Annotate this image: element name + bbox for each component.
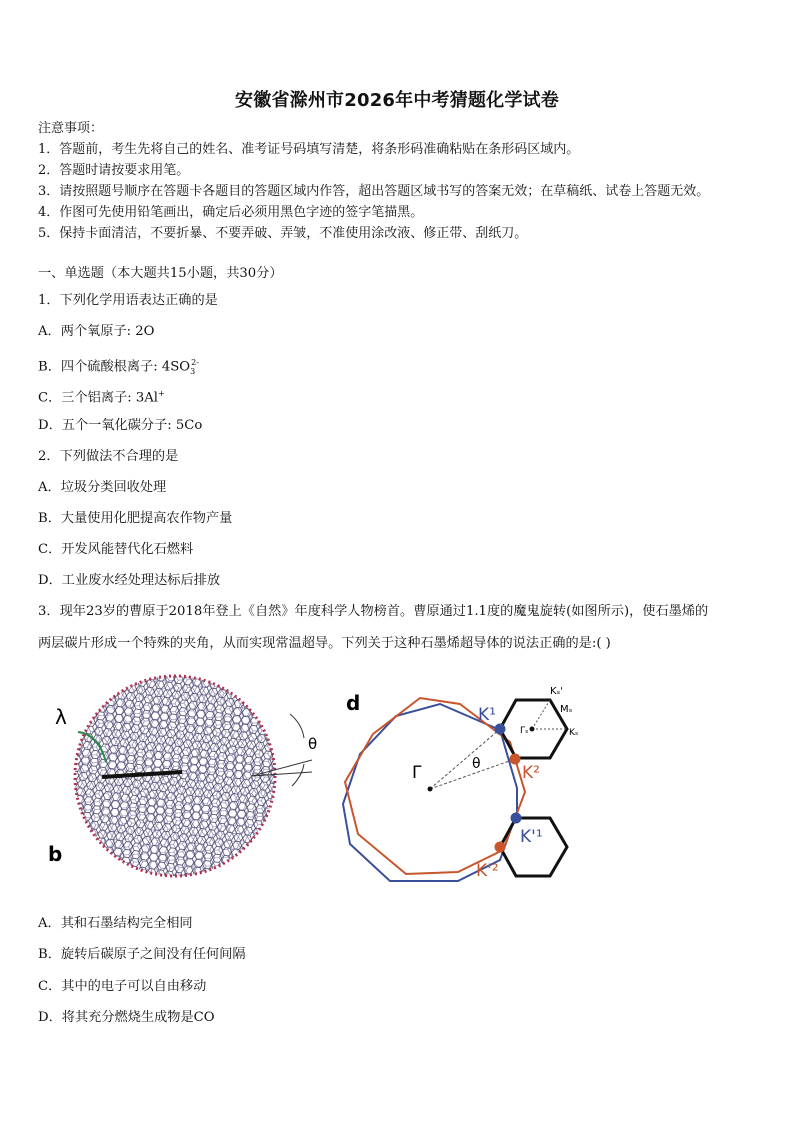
k2-prime-label: K'² — [476, 861, 499, 881]
moire-graphene-figure — [40, 664, 760, 894]
panel-b-label: b — [48, 842, 63, 866]
k1-prime-point — [511, 813, 522, 824]
question-1-option-d: D．五个一氧化碳分子: 5Co — [38, 418, 203, 433]
graphene-disc — [48, 674, 317, 884]
notice-item: 3．请按照题号顺序在答题卡各题目的答题区域内作答，超出答题区域书写的答案无效；在草稿纸、试卷上答题无效。 — [38, 184, 710, 199]
k1-prime-label: K'¹ — [520, 827, 543, 847]
theta-label: θ — [308, 735, 318, 753]
k2-point — [510, 754, 521, 765]
notice-heading: 注意事项： — [38, 121, 104, 136]
notice-item: 5．保持卡面清洁，不要折暴、不要弄破、弄皱，不准使用涂改液、修正带、刮纸刀。 — [38, 226, 528, 241]
notice-item: 1．答题前，考生先将自己的姓名、准考证号码填写清楚，将条形码准确粘贴在条形码区域内。 — [38, 142, 580, 157]
k2-label: K² — [522, 763, 540, 783]
question-2-option-a: A．垃圾分类回收处理 — [38, 480, 167, 495]
gamma-s-label: Γₛ — [520, 726, 529, 736]
question-2-option-d: D．工业废水经处理达标后排放 — [38, 573, 221, 588]
question-3-option-a: A．其和石墨结构完全相同 — [38, 916, 193, 931]
section-heading: 一、单选题（本大题共15小题，共30分） — [38, 266, 283, 281]
question-1-stem: 1．下列化学用语表达正确的是 — [38, 293, 218, 308]
ks-prime-label: Kₛ' — [550, 686, 564, 697]
question-3-stem-line1: 3．现年23岁的曹原于2018年登上《自然》年度科学人物榜首。曹原通过1.1度的魔鬼旋转(如图所示)，使石墨烯的 — [38, 604, 709, 619]
question-2-option-c: C．开发风能替代化石燃料 — [38, 542, 194, 557]
notice-item: 2．答题时请按要求用笔。 — [38, 163, 190, 178]
page-title: 安徽省滁州市2026年中考猜题化学试卷 — [235, 90, 559, 111]
brillouin-zone-diagram — [343, 686, 578, 881]
gamma-label: Γ — [412, 763, 422, 783]
panel-d-label: d — [346, 691, 361, 715]
question-2-option-b: B．大量使用化肥提高农作物产量 — [38, 511, 233, 526]
question-1-option-a: A．两个氧原子: 2O — [38, 324, 155, 339]
k2-prime-point — [495, 842, 506, 853]
k1-label: K¹ — [478, 705, 496, 725]
k1-point — [495, 724, 506, 735]
question-3-figure — [40, 664, 760, 894]
lambda-label: λ — [55, 705, 67, 729]
question-3-stem-line2: 两层碳片形成一个特殊的夹角，从而实现常温超导。下列关于这种石墨烯超导体的说法正确的是:( ) — [38, 636, 611, 651]
theta-angle-label: θ — [472, 756, 481, 772]
question-1-option-b: B．四个硫酸根离子: $4SO_3^{2-}$ — [38, 358, 199, 377]
question-3-option-c: C．其中的电子可以自由移动 — [38, 979, 207, 994]
question-3-option-d: D．将其充分燃烧生成物是CO — [38, 1010, 215, 1025]
ks-label: Kₛ — [569, 728, 579, 738]
notice-item: 4．作图可先使用铅笔画出，确定后必须用黑色字迹的签字笔描黑。 — [38, 205, 424, 220]
blue-hexagon — [343, 704, 517, 881]
question-2-stem: 2．下列做法不合理的是 — [38, 449, 179, 464]
question-3-option-b: B．旋转后碳原子之间没有任何间隔 — [38, 947, 246, 962]
ms-label: Mₛ — [560, 704, 573, 715]
question-1-option-c: C．三个铝离子: 3Al+ — [38, 389, 165, 406]
